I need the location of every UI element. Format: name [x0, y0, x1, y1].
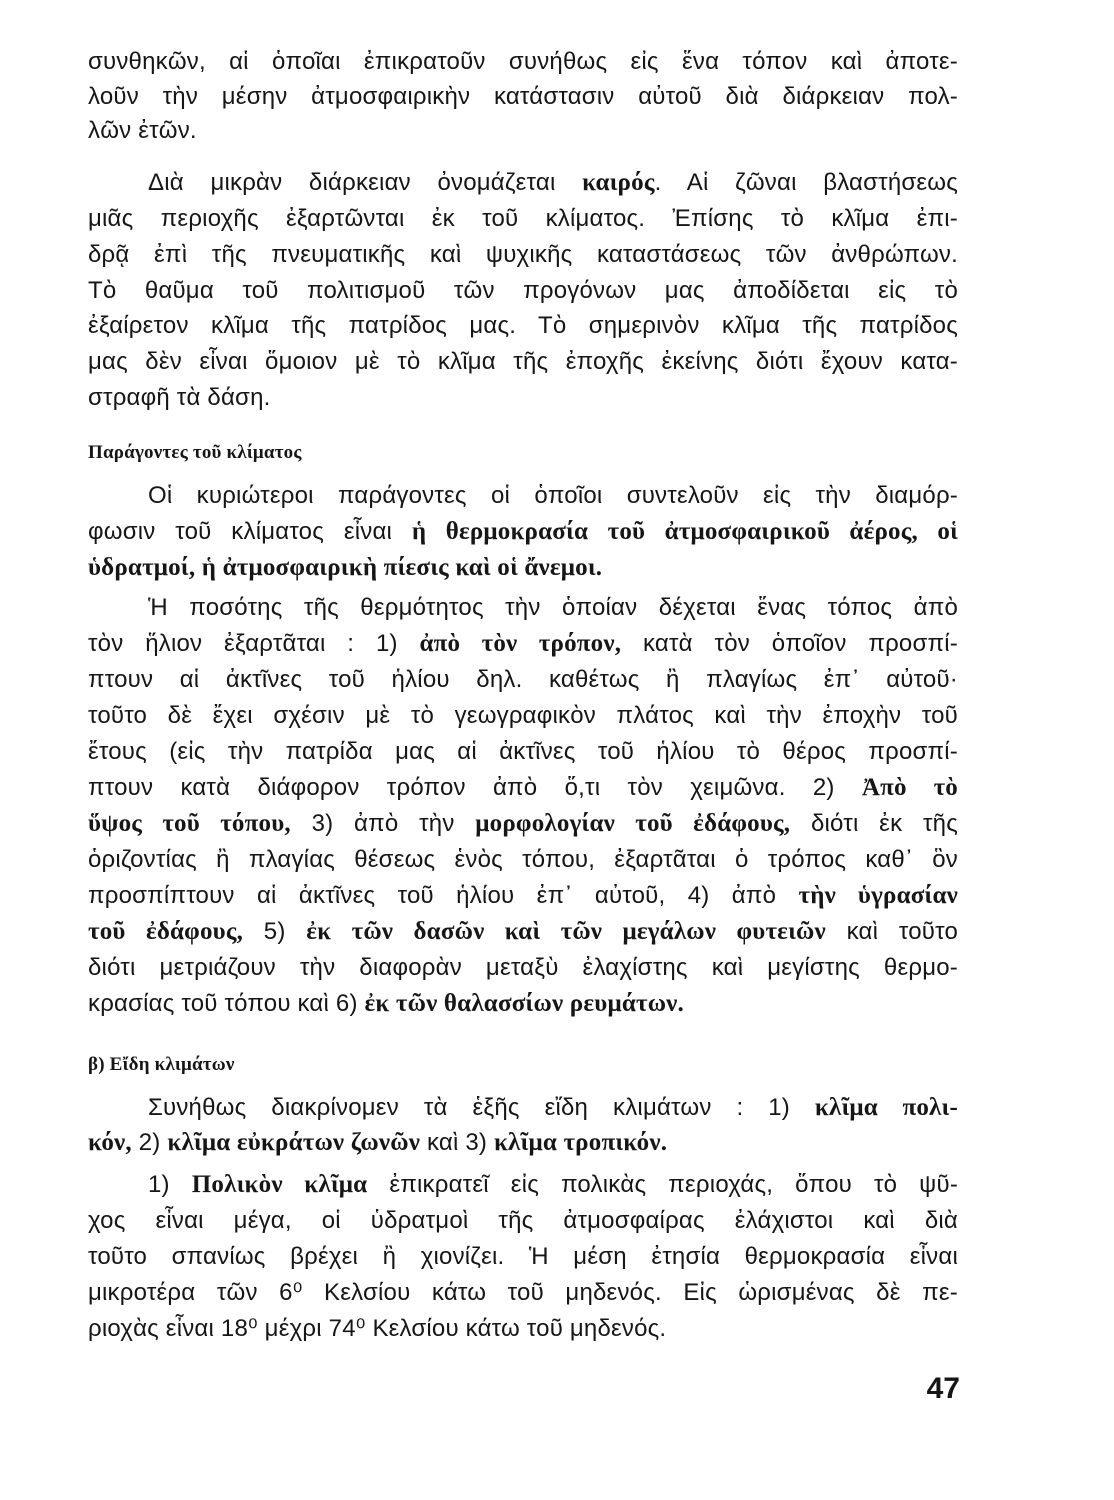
- text-line: [88, 201, 958, 237]
- text-segment: 2): [131, 1129, 168, 1156]
- bold-term: μορφολογίαν τοῦ ἐδάφους,: [475, 810, 791, 837]
- text-line: [88, 662, 958, 698]
- text-segment: ριοχὰς εἶναι 18⁰ μέχρι 74⁰ Κελσίου κάτω τοῦ μηδενός.: [88, 1315, 667, 1342]
- text-segment: κατὰ τὸν ὁποῖον προσπί-: [621, 630, 958, 657]
- text-segment: πτουν αἱ ἀκτῖνες τοῦ ἡλίου δηλ. καθέτως ἢ πλαγίως ἐπ᾽ αὐτοῦ·: [88, 666, 958, 693]
- text-segment: ὁριζοντίας ἢ πλαγίας θέσεως ἑνὸς τόπου, ἐξαρτᾶται ὁ τρόπος καθ᾽ ὃν: [88, 846, 958, 873]
- text-line: [148, 478, 958, 514]
- text-line: [88, 842, 958, 878]
- text-segment: Οἱ κυριώτεροι παράγοντες οἱ ὁποῖοι συντελοῦν εἰς τὴν διαμόρ-: [148, 482, 958, 509]
- text-line: [148, 165, 958, 201]
- bold-term: τὴν ὑγρασίαν: [798, 882, 958, 909]
- bold-term: ἐκ τῶν δασῶν καὶ τῶν μεγάλων φυτειῶν: [306, 918, 826, 945]
- text-line: [88, 550, 958, 586]
- bold-term: κλῖμα εὐκράτων ζωνῶν: [167, 1129, 421, 1156]
- text-segment: φωσιν τοῦ κλίματος εἶναι: [88, 518, 412, 545]
- text-segment: δρᾷ ἐπὶ τῆς πνευματικῆς καὶ ψυχικῆς καταστάσεως τῶν ἀνθρώπων.: [88, 241, 958, 268]
- text-line: [148, 1167, 958, 1203]
- text-segment: συνθηκῶν, αἱ ὁποῖαι ἐπικρατοῦν συνήθως εἰς ἕνα τόπον καὶ ἀποτε-: [88, 48, 958, 75]
- text-line: [88, 878, 958, 914]
- text-segment: προσπίπτουν αἱ ἀκτῖνες τοῦ ἡλίου ἐπ᾽ αὐτοῦ, 4) ἀπὸ: [88, 882, 799, 909]
- bold-term: ὑδρατμοί, ἡ ἀτμοσφαιρικὴ πίεσις καὶ οἱ ἄνεμοι.: [88, 554, 603, 581]
- section-heading: [88, 1047, 958, 1083]
- text-line: [88, 1203, 958, 1239]
- text-segment: διότι μετριάζουν τὴν διαφορὰν μεταξὺ ἐλαχίστης καὶ μεγίστης θερμο-: [88, 954, 958, 981]
- text-line: [88, 44, 958, 80]
- bold-term: ἡ θερμοκρασία τοῦ ἀτμοσφαιρικοῦ ἀέρος, οἱ: [411, 518, 958, 545]
- text-segment: στραφῆ τὰ δάση.: [88, 384, 271, 411]
- page-number: 47: [926, 1372, 960, 1405]
- text-line: [88, 734, 958, 770]
- text-segment: τοῦτο σπανίως βρέχει ἢ χιονίζει. Ἡ μέση ἐτησία θερμοκρασία εἶναι: [88, 1243, 958, 1270]
- text-line: [88, 950, 958, 986]
- bold-term: Πολικὸν κλῖμα: [191, 1171, 368, 1198]
- text-line: [88, 806, 958, 842]
- text-segment: τοῦτο δὲ ἔχει σχέσιν μὲ τὸ γεωγραφικὸν πλάτος καὶ τὴν ἐποχὴν τοῦ: [88, 702, 958, 729]
- text-segment: καὶ 3): [420, 1129, 494, 1156]
- text-line: [88, 273, 958, 309]
- text-segment: τὸν ἥλιον ἐξαρτᾶται : 1): [88, 630, 420, 657]
- bold-term: τοῦ ἐδάφους,: [88, 918, 244, 945]
- text-segment: . Αἱ ζῶναι βλαστήσεως: [654, 169, 958, 196]
- text-line: [88, 914, 958, 950]
- text-line: [88, 770, 958, 806]
- text-segment: λοῦν τὴν μέσην ἀτμοσφαιρικὴν κατάστασιν αὐτοῦ διὰ διάρκειαν πολ-: [88, 83, 958, 110]
- text-line: [88, 308, 958, 344]
- text-segment: μας δὲν εἶναι ὅμοιον μὲ τὸ κλῖμα τῆς ἐποχῆς ἐκείνης διότι ἔχουν κατα-: [88, 348, 958, 375]
- text-segment: διότι ἐκ τῆς: [790, 810, 958, 837]
- text-segment: μικροτέρα τῶν 6⁰ Κελσίου κάτω τοῦ μηδενός. Εἰς ὡρισμένας δὲ πε-: [88, 1279, 958, 1306]
- text-segment: κρασίας τοῦ τόπου καὶ 6): [88, 990, 365, 1017]
- text-segment: 5): [243, 918, 307, 945]
- bold-term: ὕψος τοῦ τόπου,: [88, 810, 291, 837]
- text-line: [88, 698, 958, 734]
- text-line: [88, 380, 958, 416]
- text-segment: Συνήθως διακρίνομεν τὰ ἑξῆς εἴδη κλιμάτων : 1): [148, 1094, 815, 1121]
- text-line: [88, 344, 958, 380]
- text-segment: ἔτους (εἰς τὴν πατρίδα μας αἱ ἀκτῖνες τοῦ ἡλίου τὸ θέρος προσπί-: [88, 738, 958, 765]
- text-line: [88, 626, 958, 662]
- text-segment: ἐπικρατεῖ εἰς πολικὰς περιοχάς, ὅπου τὸ ψῦ-: [367, 1171, 959, 1198]
- text-segment: Τὸ θαῦμα τοῦ πολιτισμοῦ τῶν προγόνων μας ἀποδίδεται εἰς τὸ: [88, 277, 958, 304]
- section-heading: [88, 435, 958, 471]
- bold-term: καιρός: [582, 169, 655, 196]
- bold-term: κλῖμα πολι-: [814, 1094, 958, 1121]
- text-segment: χος εἶναι μέγα, οἱ ὑδρατμοὶ τῆς ἀτμοσφαίρας ἐλάχιστοι καὶ διὰ: [88, 1207, 958, 1234]
- text-line: [88, 1125, 958, 1161]
- text-line: [88, 79, 958, 115]
- text-segment: β) Εἴδη κλιμάτων: [88, 1054, 235, 1075]
- bold-term: κλῖμα τροπικόν.: [493, 1129, 668, 1156]
- text-segment: καὶ τοῦτο: [825, 918, 959, 945]
- bold-term: κόν,: [88, 1129, 132, 1156]
- text-segment: 3) ἀπὸ τὴν: [290, 810, 476, 837]
- text-line: [148, 1090, 958, 1126]
- text-segment: μιᾶς περιοχῆς ἐξαρτῶνται ἐκ τοῦ κλίματος. Ἐπίσης τὸ κλῖμα ἐπι-: [88, 205, 958, 232]
- text-segment: πτουν κατὰ διάφορον τρόπον ἀπὸ ὅ,τι τὸν χειμῶνα. 2): [88, 774, 862, 801]
- text-segment: Ἡ ποσότης τῆς θερμότητος τὴν ὁποίαν δέχεται ἕνας τόπος ἀπὸ: [148, 594, 958, 621]
- text-line: [88, 986, 958, 1022]
- text-segment: Διὰ μικρὰν διάρκειαν ὀνομάζεται: [148, 169, 583, 196]
- text-segment: λῶν ἐτῶν.: [88, 117, 197, 144]
- text-segment: Παράγοντες τοῦ κλίματος: [88, 442, 302, 463]
- text-line: [148, 590, 958, 626]
- text-line: [88, 113, 958, 149]
- text-line: [88, 1239, 958, 1275]
- text-line: [88, 514, 958, 550]
- bold-term: ἀπὸ τὸν τρόπον,: [419, 630, 622, 657]
- bold-term: ἐκ τῶν θαλασσίων ρευμάτων.: [364, 990, 684, 1017]
- bold-term: Ἀπὸ τὸ: [861, 774, 958, 801]
- text-line: [88, 1275, 958, 1311]
- text-segment: ἐξαίρετον κλῖμα τῆς πατρίδος μας. Τὸ σημερινὸν κλῖμα τῆς πατρίδος: [88, 312, 958, 339]
- text-segment: 1): [148, 1171, 192, 1198]
- text-line: [88, 237, 958, 273]
- text-line: [88, 1311, 958, 1347]
